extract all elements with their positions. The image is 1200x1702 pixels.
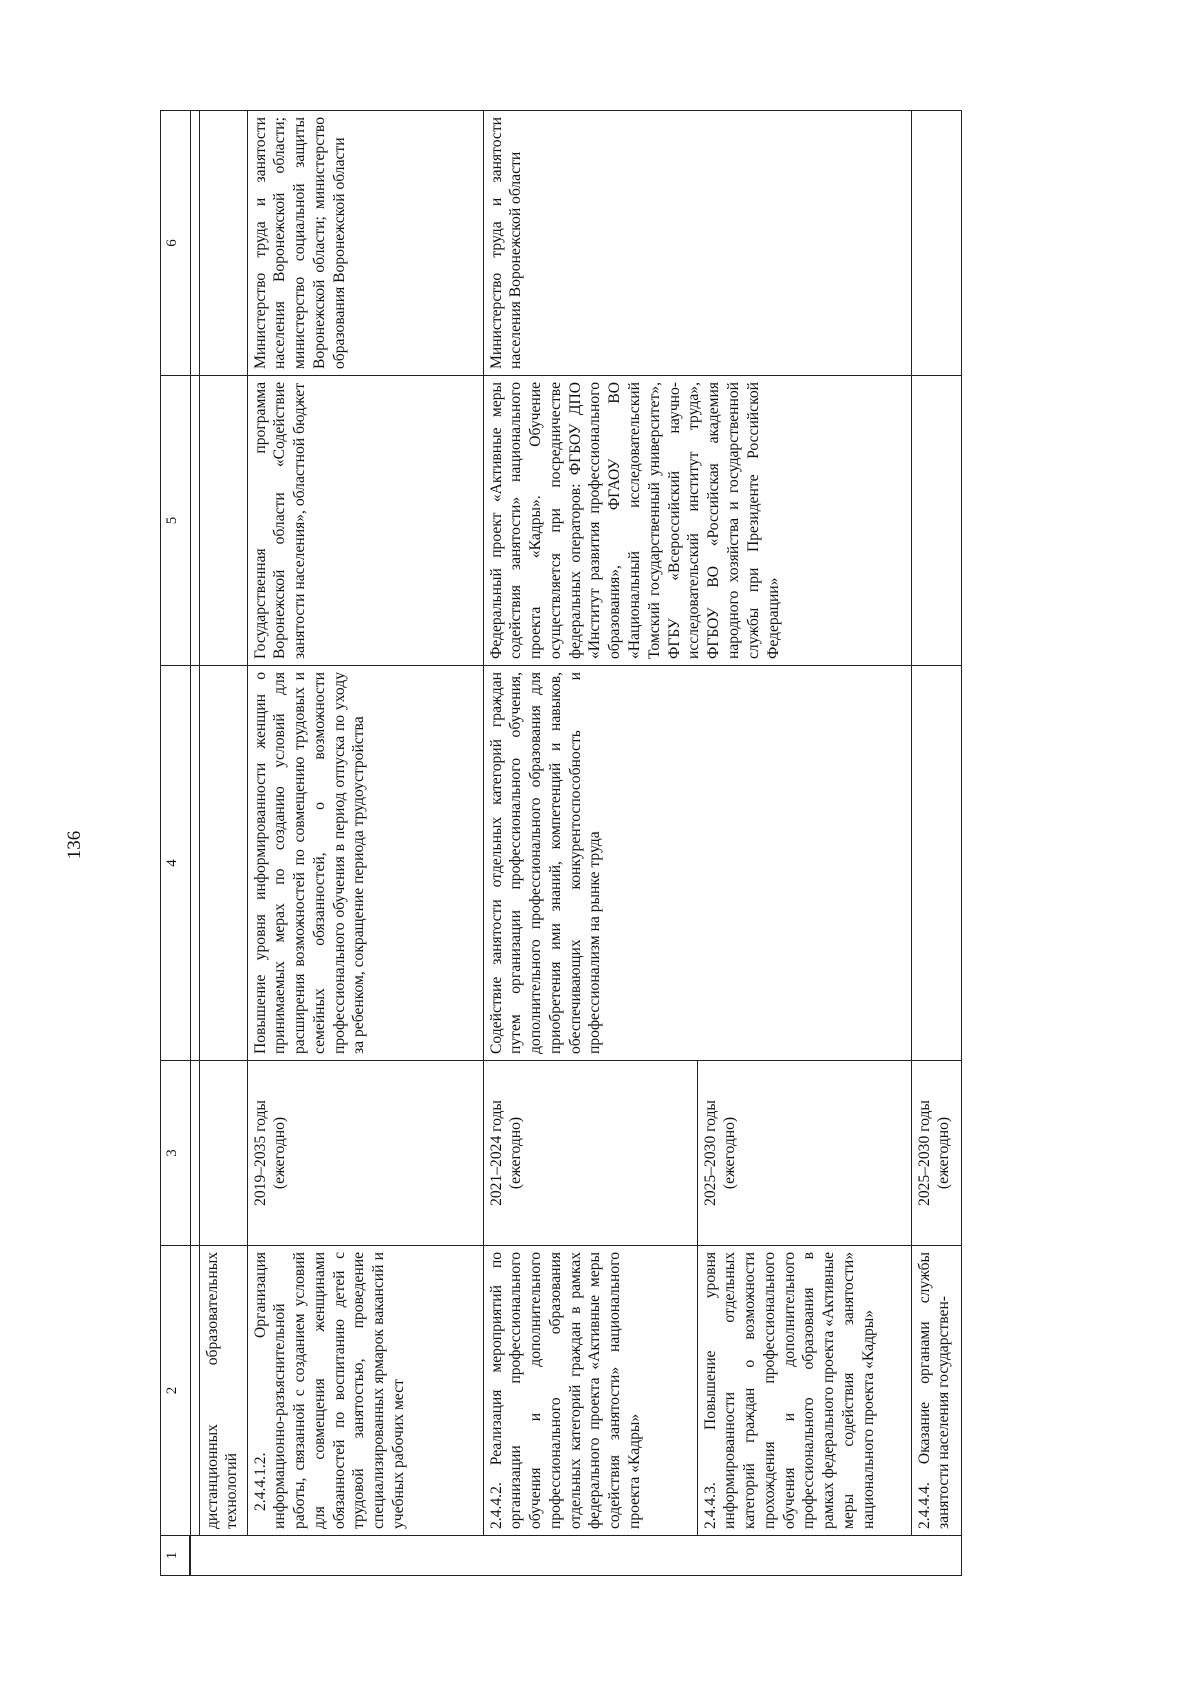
table-cell: 2.4.4.4. Оказание органами службы занятости населения государствен- <box>911 1246 961 1536</box>
table-cell <box>190 376 199 666</box>
table-cell: Государственная программа Воронежской области «Содействие занятости населения», областной бюджет <box>247 376 483 666</box>
column-number: 3 <box>161 1061 191 1246</box>
table-cell: 2.4.4.2. Реализация мероприятий по организации профессионального обучения и дополнительного профессионального образования отдельных категорий граждан в рамках федерального проекта «Активные меры содействия занятости» национального проекта «Кадры» <box>483 1246 697 1536</box>
table-cell <box>911 376 961 666</box>
table-cell: 2019–2035 годы (ежегодно) <box>247 1061 483 1246</box>
table-cell <box>199 1061 247 1246</box>
table-cell: Министерство труда и занятости населения Воронежской области <box>483 111 911 376</box>
spacer-row <box>190 111 199 1576</box>
table-row <box>247 111 483 1576</box>
table-cell <box>190 1536 961 1576</box>
table-row <box>911 111 961 1576</box>
column-number: 1 <box>161 1536 191 1576</box>
table-row <box>483 111 697 1576</box>
table-cell <box>190 1246 199 1536</box>
table-cell <box>199 111 247 376</box>
table-cell: Федеральный проект «Активные меры содействия занятости» национального проекта «Кадры». Обучение осуществляется при посредничестве федеральных операторов: ФГБОУ ДПО «Институт развития профессионального образования», ФГАОУ ВО «Национальный исследовательский Томский государственный университет», ФГБУ «Всероссийский научно-исследовательский институт труда», ФГБОУ ВО «Российская академия народного хозяйства и государственной службы при Президенте Российской Федерации» <box>483 376 911 666</box>
table-cell <box>190 111 199 376</box>
table-cell <box>911 666 961 1061</box>
table-cell <box>911 111 961 376</box>
table-cell: 2021–2024 годы (ежегодно) <box>483 1061 697 1246</box>
table-row <box>199 111 247 1576</box>
table-cell <box>190 666 199 1061</box>
table-cell: 2025–2030 годы (ежегодно) <box>697 1061 911 1246</box>
column-number-row <box>161 111 191 1576</box>
column-number: 5 <box>161 376 191 666</box>
column-number: 6 <box>161 111 191 376</box>
table-cell <box>199 666 247 1061</box>
table-cell: Министерство труда и занятости населения Воронежской области; министерство социальной защиты Воронежской области; министерство образования Воронежской области <box>247 111 483 376</box>
table-cell: Повышение уровня информированности женщин о принимаемых мерах по созданию условий для расширения возможностей по совмещению трудовых и семейных обязанностей, о возможности профессионального обучения в период отпуска по уходу за ребенком, сокращение периода трудоустройства <box>247 666 483 1061</box>
measures-table <box>160 110 962 1576</box>
table-cell: Содействие занятости отдельных категорий граждан путем организации профессионального обучения, дополнительного профессионального образования для приобретения ими знаний, компетенций и навыков, обеспечивающих конкурентоспособность и профессионализм на рынке труда <box>483 666 911 1061</box>
table-cell <box>199 376 247 666</box>
table-cell: 2025–2030 годы (ежегодно) <box>911 1061 961 1246</box>
table-cell <box>190 1061 199 1246</box>
page-number: 136 <box>64 830 85 860</box>
table-cell: 2.4.4.3. Повышение уровня информированности отдельных категорий граждан о возможности прохождения профессионального обучения и дополнительного профессионального образования в рамках федерального проекта «Активные меры содействия занятости» национального проекта «Кадры» <box>697 1246 911 1536</box>
table-cell: 2.4.4.1.2. Организация информационно-разъяснительной работы, связанной с созданием условий для совмещения женщинами обязанностей по воспитанию детей с трудовой занятостью, проведение специализированных ярмарок вакансий и учебных рабочих мест <box>247 1246 483 1536</box>
rotated-table-container <box>160 111 1200 1576</box>
column-number: 4 <box>161 666 191 1061</box>
column-number: 2 <box>161 1246 191 1536</box>
table-cell: дистанционных образовательных технологий <box>199 1246 247 1536</box>
